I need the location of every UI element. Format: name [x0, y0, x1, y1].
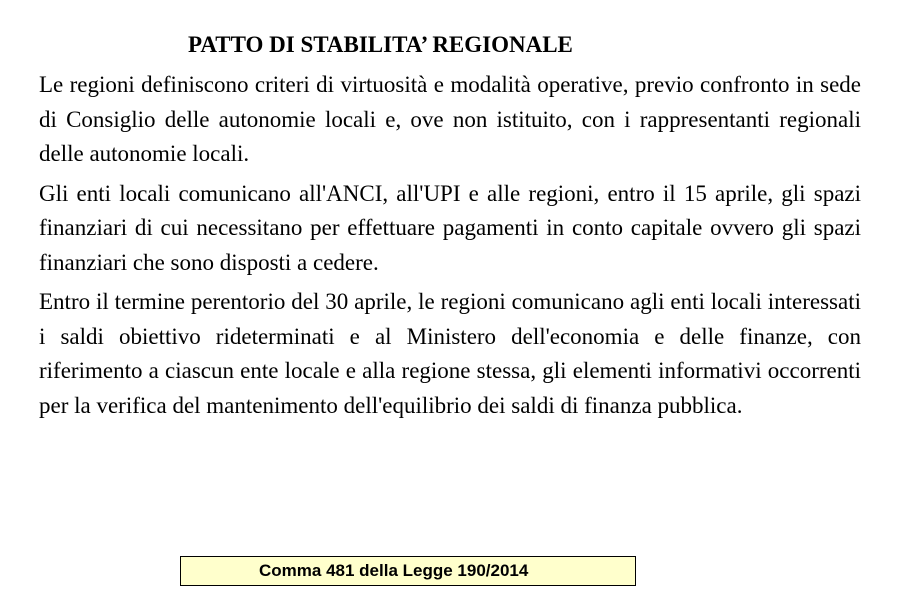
paragraph-termine-perentorio: Entro il termine perentorio del 30 aprile, le regioni comunicano agli enti locali interessati i saldi obiettivo rideterminati e al Ministero dell'economia e delle finanze, con riferimento a ciascun ente locale e alla regione stessa, gli elementi informativi occorrenti per la verifica del mantenimento dell'equilibrio dei saldi di finanza pubblica. — [39, 289, 861, 418]
document-body — [39, 68, 861, 428]
source-reference-box: Comma 481 della Legge 190/2014 — [180, 556, 636, 586]
page-title: PATTO DI STABILITA’ REGIONALE — [188, 32, 573, 57]
paragraph-spazi-finanziari: Gli enti locali comunicano all'ANCI, all'UPI e alle regioni, entro il 15 aprile, gli spazi finanziari di cui necessitano per effettuare pagamenti in conto capitale ovvero gli spazi finanziari che sono disposti a cedere. — [39, 180, 861, 275]
paragraph-criteri-virtuosita: Le regioni definiscono criteri di virtuosità e modalità operative, previo confronto in sede di Consiglio delle autonomie locali e, ove non istituito, con i rappresentanti regionali delle autonomie locali. — [39, 72, 861, 166]
